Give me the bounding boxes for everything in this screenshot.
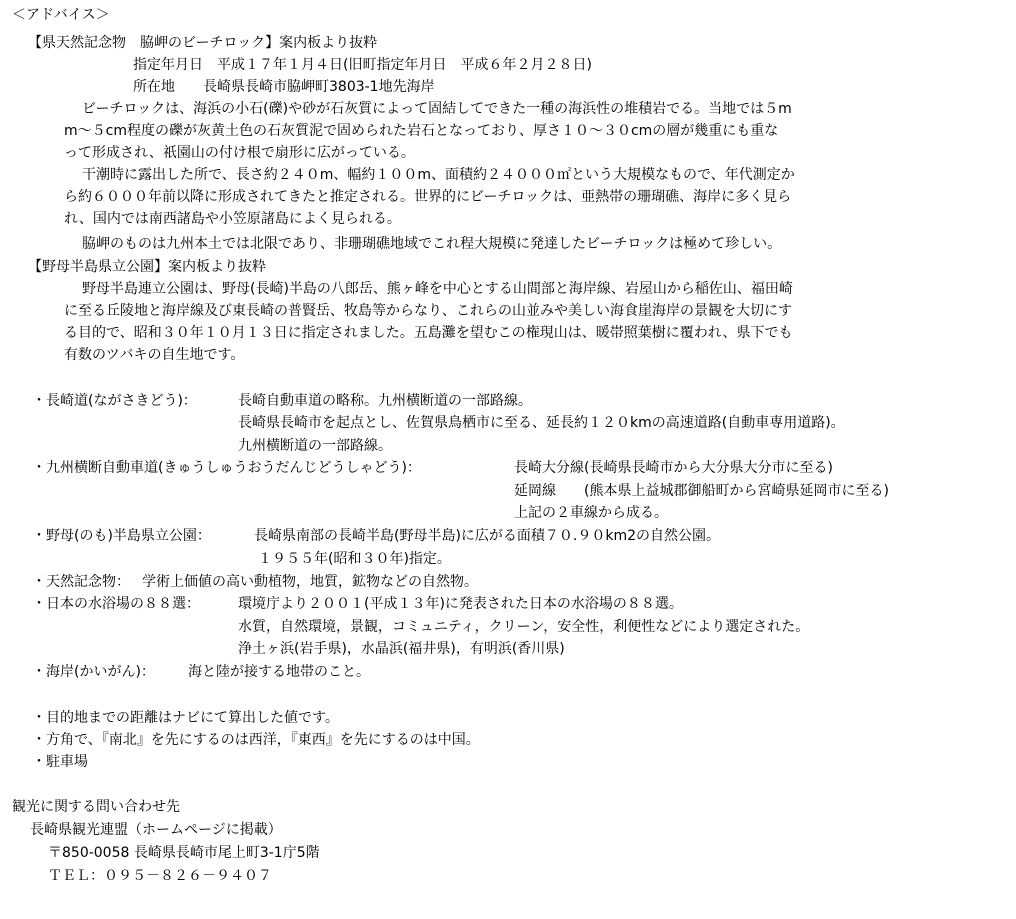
contact-tel: ＴＥＬ：０９５－８２６－９４０７ bbox=[48, 868, 272, 884]
glossary-term: 野母(のも)半島県立公園： bbox=[46, 528, 211, 544]
beachrock-text-line: 干潮時に露出した所で、長さ約２４０m、幅約１００m、面積約２４０００㎡という大規模なもので、年代測定か bbox=[82, 167, 795, 183]
designation-date: 指定年月日 平成１７年１月４日(旧町指定年月日 平成６年２月２８日) bbox=[133, 57, 592, 73]
glossary-definition: 長崎自動車道の略称。九州横断道の一部路線。 bbox=[238, 393, 532, 409]
note-parking: ・駐車場 bbox=[32, 754, 88, 770]
beachrock-text-line: ら約６０００年前以降に形成されてきたと推定される。世界的にビーチロックは、亜熱帯の珊瑚礁、海岸に多く見ら bbox=[64, 189, 792, 205]
glossary-definition: 延岡線 (熊本県上益城郡御船町から宮崎県延岡市に至る) bbox=[514, 483, 889, 499]
glossary-term: 天然記念物： bbox=[46, 574, 130, 590]
section-heading-beachrock: 【県天然記念物 脇岬のビーチロック】案内板より抜粋 bbox=[28, 35, 378, 51]
beachrock-text-line: って形成され、祇園山の付け根で扇形に広がっている。 bbox=[64, 145, 415, 161]
glossary-definition: 環境庁より２００１(平成１３年)に発表された日本の水浴場の８８選。 bbox=[238, 596, 683, 612]
glossary-definition: 学術上価値の高い動植物，地質，鉱物などの自然物。 bbox=[142, 574, 478, 590]
glossary-definition: 九州横断道の一部路線。 bbox=[238, 438, 392, 454]
location: 所在地 長崎県長崎市脇岬町3803-1地先海岸 bbox=[133, 79, 435, 95]
glossary-term: 海岸(かいがん)： bbox=[46, 664, 155, 680]
contact-address: 〒850-0058 長崎県長崎市尾上町3-1庁5階 bbox=[48, 845, 320, 861]
nomo-text-line: に至る丘陵地と海岸線及び東長崎の普賢岳、牧島等からなり、これらの山並みや美しい海食崖海岸の景観を大切にす bbox=[64, 303, 792, 319]
nomo-text-line: る目的で、昭和３０年１０月１３日に指定されました。五島灘を望むこの権現山は、暖帯照葉樹に覆われ、県下でも bbox=[64, 325, 793, 341]
glossary-bullet: ・ bbox=[32, 528, 46, 544]
nomo-text-line: 有数のツバキの自生地です。 bbox=[64, 347, 245, 363]
note-direction: ・方角で、『南北』を先にするのは西洋，『東西』を先にするのは中国。 bbox=[32, 732, 480, 748]
nomo-text-line: 野母半島連立公園は、野母(長崎)半島の八郎岳、熊ヶ峰を中心とする山間部と海岸線、岩屋山から稲佐山、福田崎 bbox=[82, 281, 793, 297]
glossary-definition: 長崎県長崎市を起点とし、佐賀県鳥栖市に至る、延長約１２０kmの高速道路(自動車専用道路)。 bbox=[238, 415, 845, 431]
beachrock-text-line: ビーチロックは、海浜の小石(礫)や砂が石灰質によって固結してできた一種の海浜性の堆積岩でる。当地では５m bbox=[82, 101, 792, 117]
beachrock-text-line: m～５cm程度の礫が灰黄土色の石灰質泥で固められた岩石となっており、厚さ１０～３０cmの層が幾重にも重な bbox=[64, 123, 779, 139]
note-distance: ・目的地までの距離はナビにて算出した値です。 bbox=[32, 710, 339, 726]
glossary-definition: 浄土ヶ浜(岩手県)，水晶浜(福井県)，有明浜(香川県) bbox=[238, 641, 565, 657]
glossary-definition: 長崎大分線(長崎県長崎市から大分県大分市に至る) bbox=[514, 460, 833, 476]
glossary-bullet: ・ bbox=[32, 664, 46, 680]
beachrock-text-line: れ、国内では南西諸島や小笠原諸島によく見られる。 bbox=[64, 211, 401, 227]
glossary-bullet: ・ bbox=[32, 460, 46, 476]
glossary-definition: １９５５年(昭和３０年)指定。 bbox=[258, 551, 451, 567]
contact-org: 長崎県観光連盟（ホームページに掲載） bbox=[30, 822, 282, 838]
glossary-bullet: ・ bbox=[32, 393, 46, 409]
advice-title: ＜アドバイス＞ bbox=[12, 7, 110, 23]
glossary-bullet: ・ bbox=[32, 596, 46, 612]
glossary-definition: 長崎県南部の長崎半島(野母半島)に広がる面積７０.９０km2の自然公園。 bbox=[254, 528, 721, 544]
section-heading-nomo-park: 【野母半島県立公園】案内板より抜粋 bbox=[28, 259, 266, 275]
glossary-definition: 水質，自然環境，景観，コミュニティ，クリーン，安全性，利便性などにより選定された。 bbox=[238, 619, 810, 635]
contact-heading: 観光に関する問い合わせ先 bbox=[12, 799, 180, 815]
glossary-term: 日本の水浴場の８８選： bbox=[46, 596, 200, 612]
glossary-definition: 海と陸が接する地帯のこと。 bbox=[188, 664, 370, 680]
glossary-bullet: ・ bbox=[32, 574, 46, 590]
glossary-definition: 上記の２車線から成る。 bbox=[514, 505, 668, 521]
glossary-term: 長崎道(ながさきどう)： bbox=[46, 393, 197, 409]
glossary-term: 九州横断自動車道(きゅうしゅうおうだんじどうしゃどう)： bbox=[46, 460, 421, 476]
beachrock-text-line: 脇岬のものは九州本土では北限であり、非珊瑚礁地域でこれ程大規模に発達したビーチロックは極めて珍しい。 bbox=[82, 236, 782, 252]
